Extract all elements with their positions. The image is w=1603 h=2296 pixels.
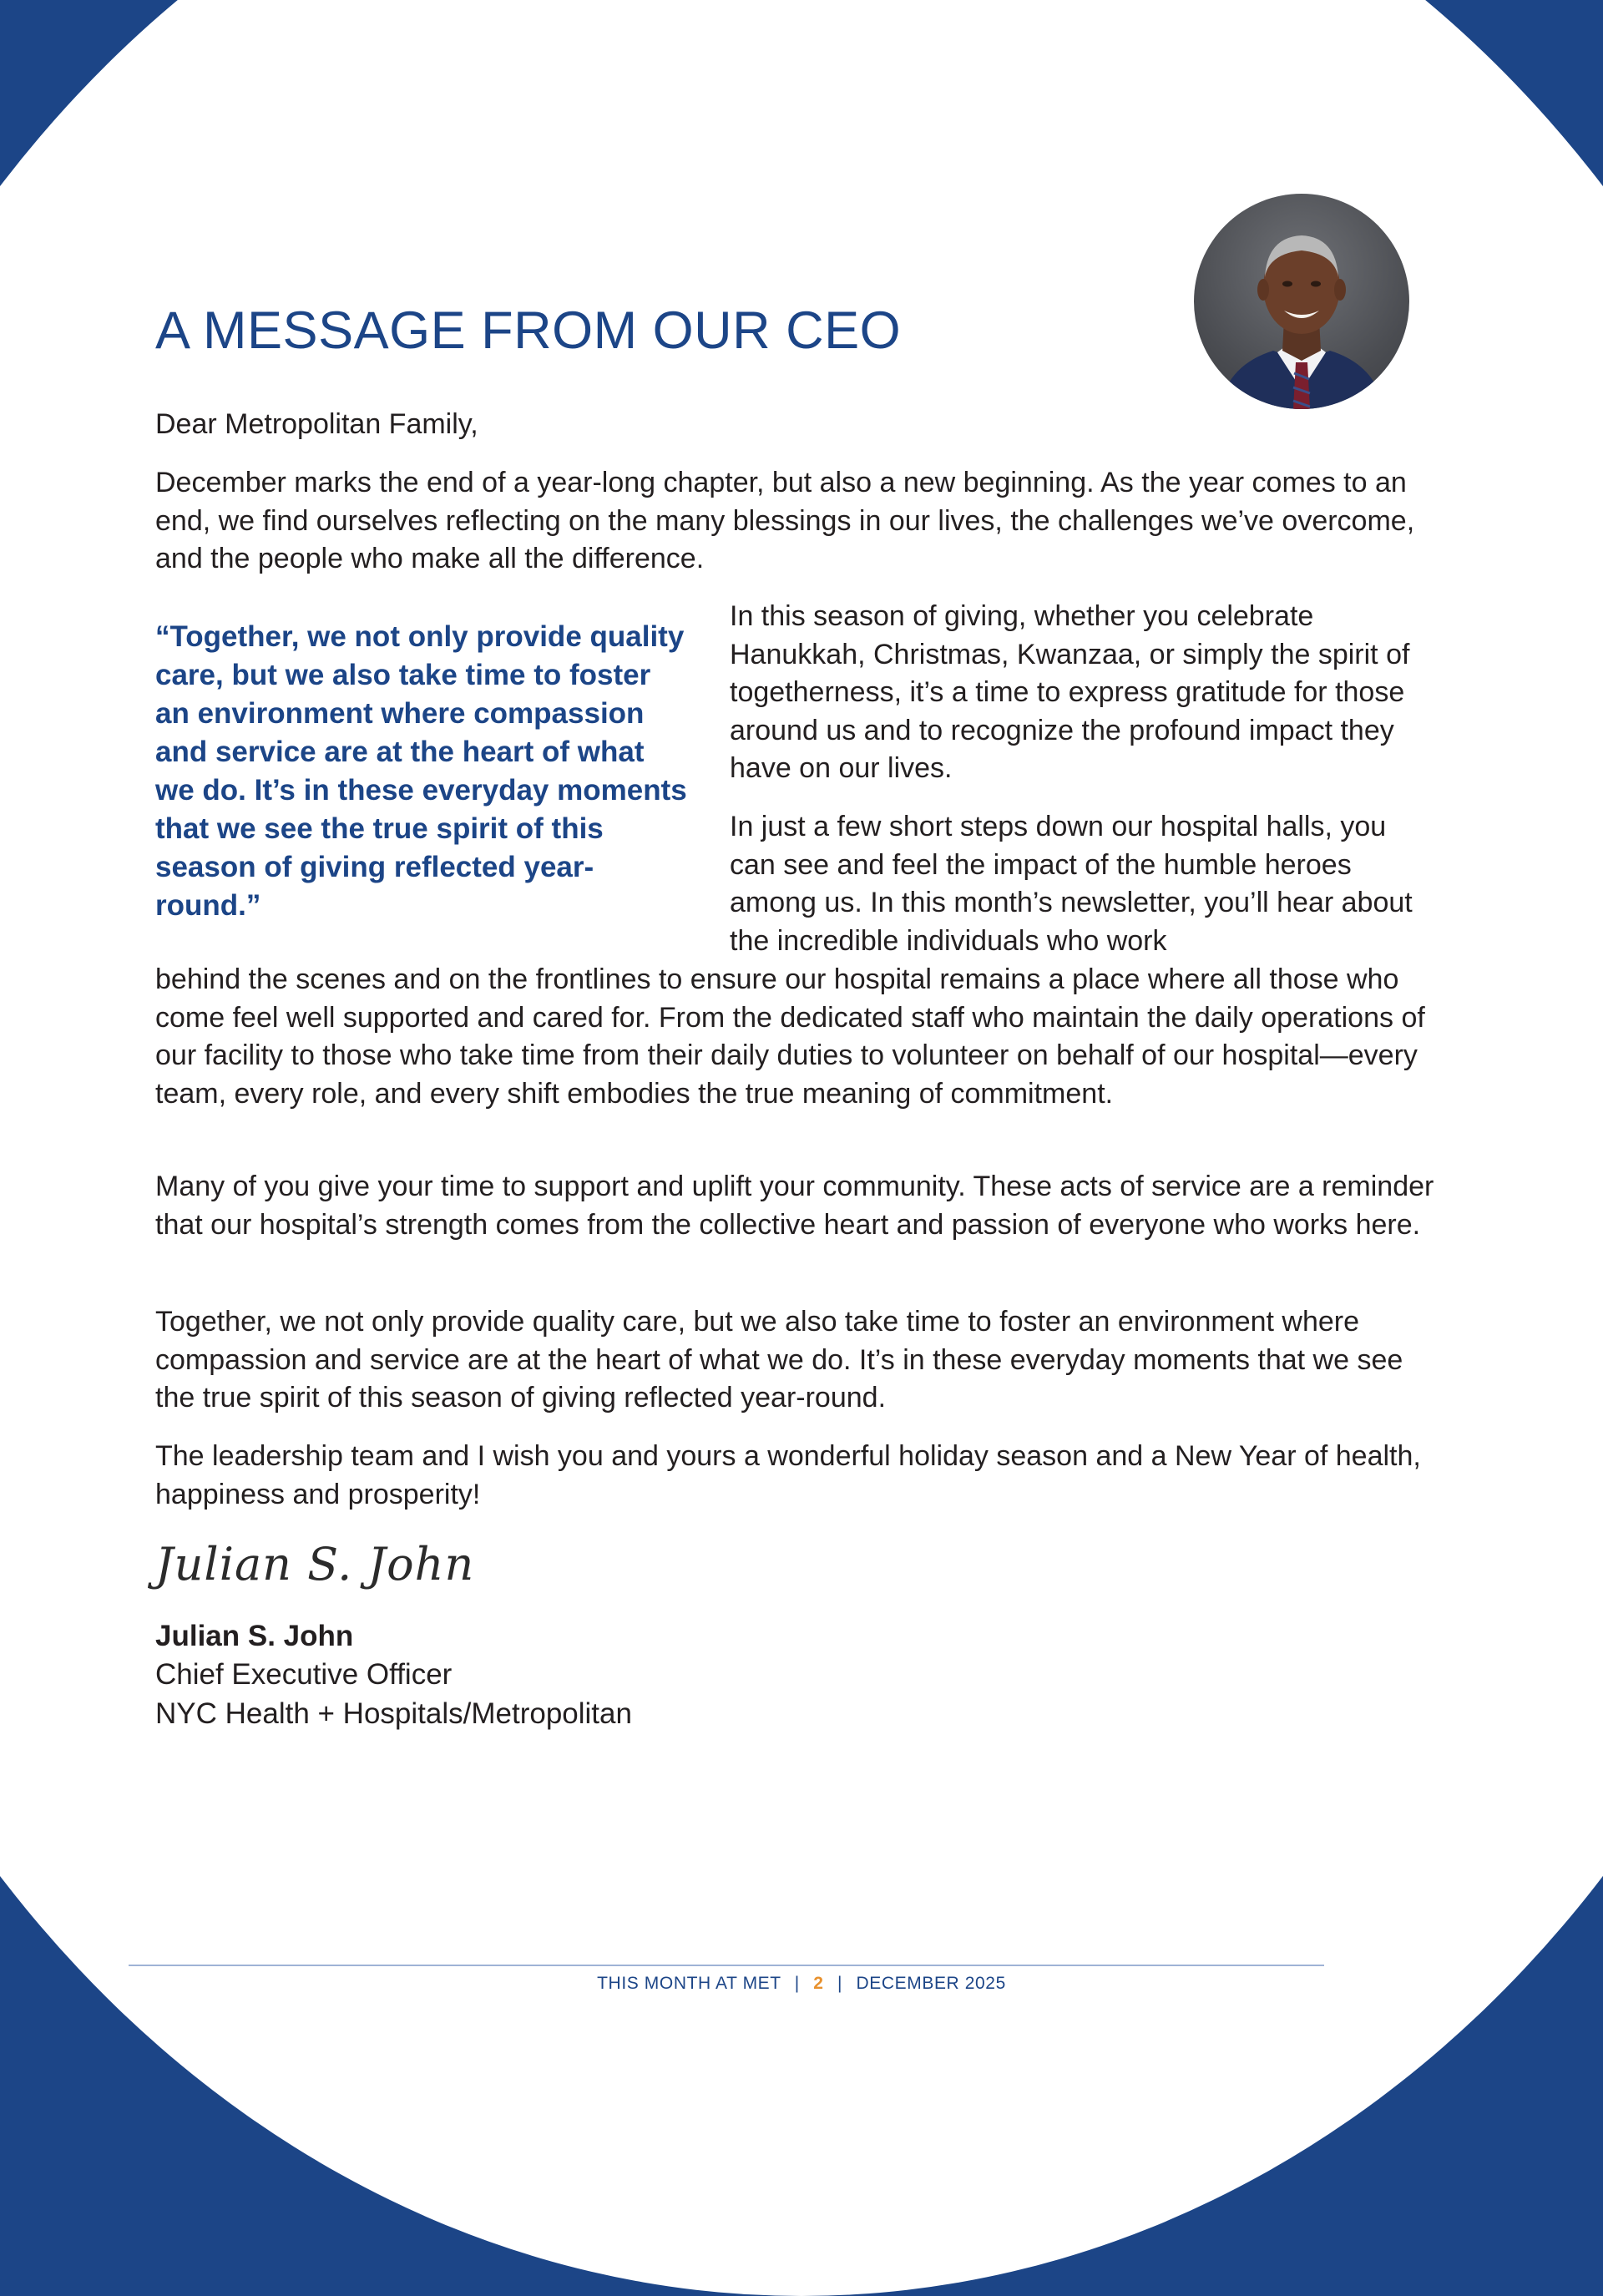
ceo-portrait-icon [1194, 194, 1409, 409]
greeting: Dear Metropolitan Family, [155, 408, 478, 440]
page-title: A MESSAGE FROM OUR CEO [155, 301, 902, 360]
page-number: 2 [813, 1974, 824, 1993]
paragraph-4: Many of you give your time to support and uplift your community. These acts of service are a reminder that our hospital’s strength comes from the collective heart and passion of everyone who works here. [155, 1171, 1434, 1241]
footer-date: DECEMBER 2025 [856, 1974, 1006, 1993]
ceo-portrait [1194, 194, 1409, 409]
paragraph-2: In this season of giving, whether you celebrate Hanukkah, Christmas, Kwanzaa, or simply the spirit of togetherness, it’s a time to express gratitude for those around us and to recognize the profound impact they have on our lives. [730, 600, 1410, 784]
letter-content [155, 0, 1441, 2067]
handwritten-signature: Julian S. John [155, 1538, 475, 1591]
signer-name: Julian S. John [155, 1620, 354, 1652]
page-footer [0, 1974, 1603, 1994]
pull-quote: “Together, we not only provide quality care, but we also take time to foster an environment where compassion and service are at the heart of what we do. It’s in these everyday moments that we see the true spirit of this season of giving reflected year-round.” [155, 620, 687, 922]
footer-divider [129, 1965, 1324, 1966]
signer-organization: NYC Health + Hospitals/Metropolitan [155, 1697, 632, 1730]
footer-separator: | [794, 1974, 800, 1993]
footer-publication: THIS MONTH AT MET [597, 1974, 781, 1993]
paragraph-1: December marks the end of a year-long chapter, but also a new beginning. As the year comes to an end, we find ourselves reflecting on the many blessings in our lives, the challenges we’ve overcome, and the people who make all the difference. [155, 467, 1415, 574]
signer-role: Chief Executive Officer [155, 1658, 453, 1691]
paragraph-3-start: In just a few short steps down our hospital halls, you can see and feel the impact of the humble heroes among us. In this month’s newsletter, you’ll hear about the incredible individuals who work [730, 811, 1413, 957]
footer-separator: | [837, 1974, 843, 1993]
paragraph-5: Together, we not only provide quality care, but we also take time to foster an environment where compassion and service are at the heart of what we do. It’s in these everyday moments that we see the true spirit of this season of giving reflected year-round. [155, 1306, 1403, 1414]
paragraph-3-end: behind the scenes and on the frontlines to ensure our hospital remains a place where all those who come feel well supported and cared for. From the dedicated staff who maintain the daily operations of our facility to those who take time from their daily duties to volunteer on behalf of our hospital—every team, every role, and every shift embodies the true meaning of commitment. [155, 963, 1425, 1110]
paragraph-6: The leadership team and I wish you and yours a wonderful holiday season and a New Year of health, happiness and prosperity! [155, 1440, 1421, 1510]
